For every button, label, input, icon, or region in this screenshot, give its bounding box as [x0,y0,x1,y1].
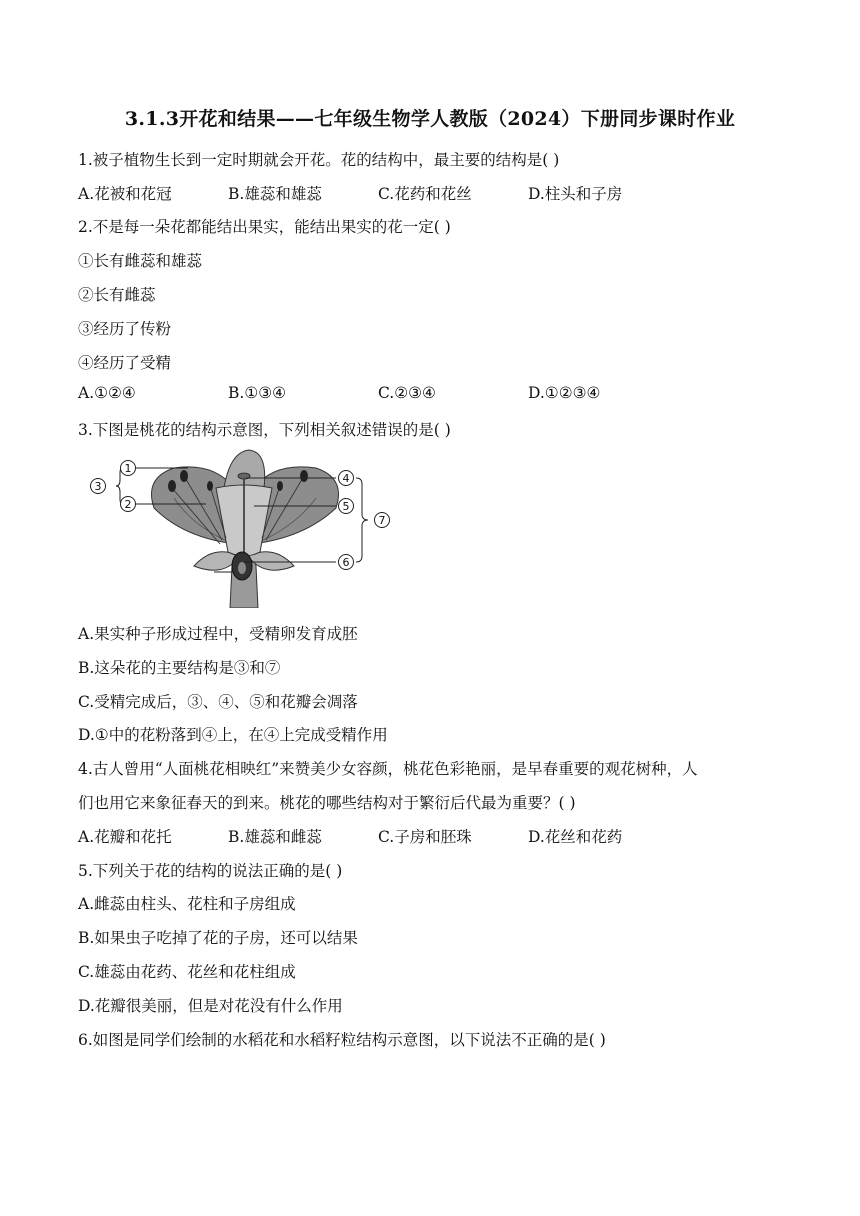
question-1-stem: 1.被子植物生长到一定时期就会开花。花的结构中，最主要的结构是( ) [78,151,560,169]
q2-option-d: D.①②③④ [528,384,601,402]
q4-option-b: B.雄蕊和雌蕊 [228,828,322,846]
q2-option-b: B.①③④ [228,384,287,402]
q5-option-a: A.雌蕊由柱头、花柱和子房组成 [78,895,296,913]
question-3-stem: 3.下图是桃花的结构示意图，下列相关叙述错误的是( ) [78,421,451,439]
q1-option-d: D.柱头和子房 [528,185,623,203]
question-4-stem-line1: 4.古人曾用“人面桃花相映红”来赞美少女容颜，桃花色彩艳丽，是早春重要的观花树种，人 [78,760,698,778]
q4-option-c: C.子房和胚珠 [378,828,472,846]
q2-item-2: ②长有雌蕊 [78,286,156,304]
label-6: 6 [342,556,350,569]
q2-item-3: ③经历了传粉 [78,320,172,338]
q1-option-b: B.雄蕊和雄蕊 [228,185,322,203]
label-5: 5 [342,500,350,513]
q5-option-d: D.花瓣很美丽，但是对花没有什么作用 [78,997,343,1015]
question-4-stem-line2: 们也用它来象征春天的到来。桃花的哪些结构对于繁衍后代最为重要？( ) [78,794,576,812]
q3-option-d: D.①中的花粉落到④上，在④上完成受精作用 [78,726,388,744]
q2-item-4: ④经历了受精 [78,354,172,372]
page-title: 3.1.3开花和结果——七年级生物学人教版（2024）下册同步课时作业 [124,108,736,130]
q2-option-c: C.②③④ [378,384,436,402]
q4-option-a: A.花瓣和花托 [78,828,172,846]
q2-item-1: ①长有雌蕊和雄蕊 [78,252,203,270]
peach-flower-diagram [84,448,414,608]
q3-option-a: A.果实种子形成过程中，受精卵发育成胚 [78,625,358,643]
label-3: 3 [94,480,102,493]
label-1: 1 [124,462,132,475]
q3-option-c: C.受精完成后，③、④、⑤和花瓣会凋落 [78,693,358,711]
q5-option-c: C.雄蕊由花药、花丝和花柱组成 [78,963,296,981]
q4-option-d: D.花丝和花药 [528,828,623,846]
q5-option-b: B.如果虫子吃掉了花的子房，还可以结果 [78,929,358,947]
question-5-stem: 5.下列关于花的结构的说法正确的是( ) [78,862,343,880]
question-2-stem: 2.不是每一朵花都能结出果实，能结出果实的花一定( ) [78,218,451,236]
q1-option-c: C.花药和花丝 [378,185,472,203]
question-6-stem: 6.如图是同学们绘制的水稻花和水稻籽粒结构示意图，以下说法不正确的是( ) [78,1031,606,1049]
q3-option-b: B.这朵花的主要结构是③和⑦ [78,659,281,677]
label-4: 4 [342,472,350,485]
q2-option-a: A.①②④ [78,384,136,402]
label-7: 7 [378,514,386,527]
q1-option-a: A.花被和花冠 [78,185,172,203]
label-2: 2 [124,498,132,511]
